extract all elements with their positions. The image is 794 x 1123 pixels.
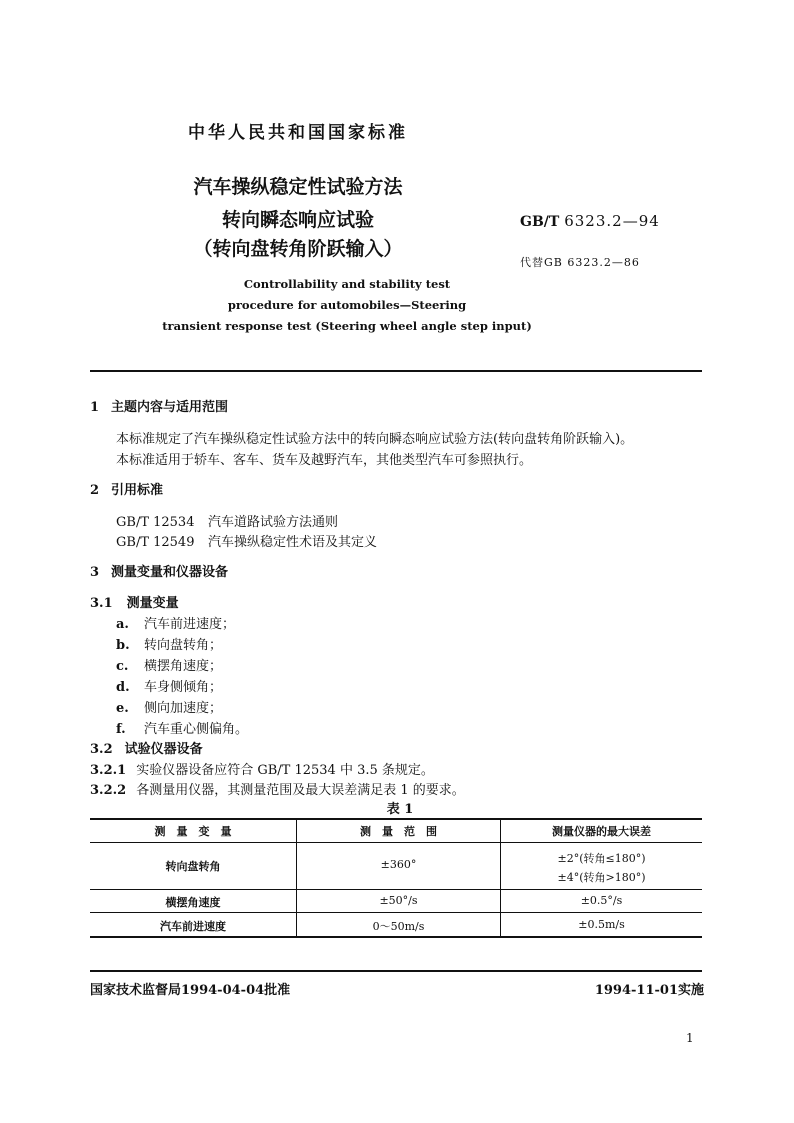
clause-number: 3.2.1 [90,763,127,778]
standard-code: 6323.2—94 [564,212,660,230]
table-cell-range: 0～50m/s [372,920,425,933]
section-number: 1 [90,400,100,415]
list-item [116,718,248,737]
subsection-title: 试验仪器设备 [124,742,203,757]
table-cell-error: ±0.5°/s [580,894,623,907]
list-text: 汽车前进速度； [144,617,236,632]
section-1-heading [90,396,228,415]
section-1-paragraph-2: 本标准适用于轿车、客车、货车及越野汽车，其他类型汽车可参照执行。 [116,453,533,468]
table-cell-error: ±4°(转角>180°) [557,871,646,884]
clause-number: 3.2.2 [90,783,127,798]
section-3-heading [90,561,228,580]
list-marker: f. [116,722,126,737]
table-row-rule [90,889,702,890]
list-text: 侧向加速度； [144,701,223,716]
list-item [116,634,222,653]
national-standard-header: 中华人民共和国国家标准 [188,123,408,143]
reference-row [116,511,338,530]
reference-name: 汽车操纵稳定性术语及其定义 [208,535,378,550]
list-marker: d. [116,680,130,695]
english-title-line-1: Controllability and stability test [243,277,451,291]
standard-number [520,212,660,230]
effective-date: 1994-11-01实施 [594,983,704,998]
section-number: 2 [90,483,100,498]
table-header-rule [90,842,702,843]
section-title: 测量变量和仪器设备 [111,565,229,580]
table-bottom-rule [90,936,702,938]
table-cell-error: ±0.5m/s [578,918,625,931]
list-text: 转向盘转角； [144,638,223,653]
list-item [116,613,235,632]
table-cell-variable: 横摆角速度 [165,896,221,909]
list-marker: e. [116,701,129,716]
header-divider [90,370,702,372]
section-3-2-1 [90,759,434,778]
english-title-line-2: procedure for automobiles—Steering [227,298,467,312]
section-title: 引用标准 [111,483,164,498]
subsection-number: 3.1 [90,596,113,611]
page-number: 1 [686,1031,694,1045]
table-cell-error: ±2°(转角≤180°) [557,852,646,865]
section-1-paragraph-1: 本标准规定了汽车操纵稳定性试验方法中的转向瞬态响应试验方法(转向盘转角阶跃输入)。 [116,432,634,447]
clause-text: 各测量用仪器，其测量范围及最大误差满足表 1 的要求。 [136,783,465,798]
table-cell-range: ±360° [380,858,417,871]
table-cell-variable: 转向盘转角 [165,860,221,873]
english-title-line-3: transient response test (Steering wheel angle step input) [162,319,532,333]
table-header-max-error: 测量仪器的最大误差 [552,825,651,838]
list-item [116,676,222,695]
standard-title-line-2: 转向瞬态响应试验 [221,209,374,231]
reference-row [116,531,377,550]
standard-title-line-3: （转向盘转角阶跃输入） [193,238,403,260]
section-3-2-heading [90,738,203,757]
standard-title-line-1: 汽车操纵稳定性试验方法 [193,176,403,198]
subsection-title: 测量变量 [126,596,179,611]
section-3-2-2 [90,779,465,798]
list-marker: c. [116,659,129,674]
list-marker: b. [116,638,130,653]
reference-name: 汽车道路试验方法通则 [208,515,339,530]
section-2-heading [90,479,163,498]
table-top-rule [90,818,702,820]
list-text: 车身侧倾角； [144,680,223,695]
table-cell-variable: 汽车前进速度 [160,920,226,933]
footer-divider [90,970,702,972]
table-caption: 表 1 [386,802,414,817]
section-3-1-heading [90,592,179,611]
table-header-variable: 测 量 变 量 [154,825,232,838]
list-text: 横摆角速度； [144,659,223,674]
table-header-range: 测 量 范 围 [360,825,437,838]
list-item [116,655,222,674]
clause-text: 实验仪器设备应符合 GB/T 12534 中 3.5 条规定。 [136,763,434,778]
subsection-number: 3.2 [90,742,113,757]
list-marker: a. [116,617,129,632]
table-cell-range: ±50°/s [379,894,418,907]
standard-prefix: GB/T [520,214,560,230]
list-item [116,697,222,716]
approval-date: 国家技术监督局1994-04-04批准 [90,983,291,998]
list-text: 汽车重心侧偏角。 [144,722,249,737]
reference-code: GB/T 12534 [116,515,195,530]
reference-code: GB/T 12549 [116,535,195,550]
section-number: 3 [90,565,100,580]
replaces-standard: 代替GB 6323.2—86 [520,256,640,269]
section-title: 主题内容与适用范围 [111,400,229,415]
table-row-rule [90,912,702,913]
